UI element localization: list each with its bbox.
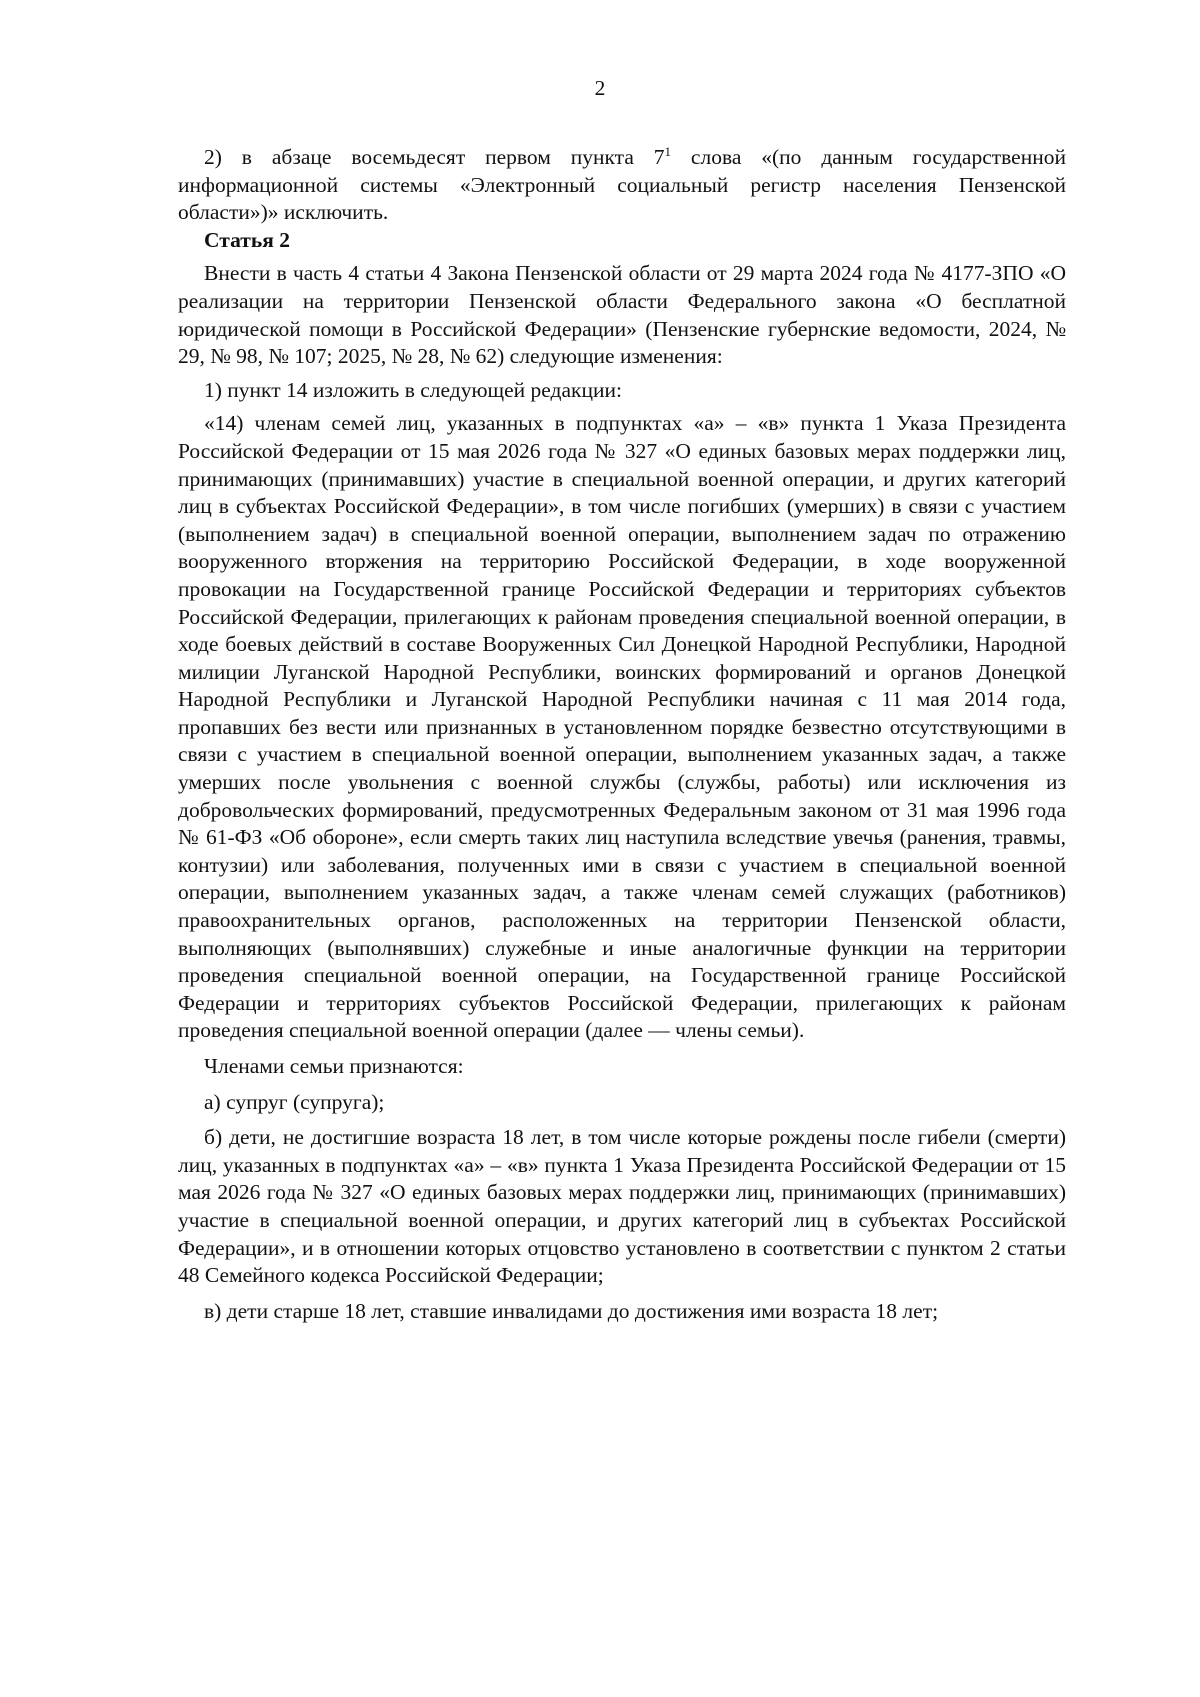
paragraph-article-intro: Внести в часть 4 статьи 4 Закона Пензенской области от 29 марта 2024 года № 4177-ЗПО «О реализации на территории Пензенской области Федерального закона «О бесплатной юридической помощи в Российской Федерации» (Пензенские губернские ведомости, 2024, № 29, № 98, № 107; 2025, № 28, № 62) следующие изменения: bbox=[178, 261, 1066, 369]
paragraph-amendment-2 bbox=[178, 144, 1066, 227]
paragraph-subitem-b: б) дети, не достигшие возраста 18 лет, в том числе которые рождены после гибели (смерти) лиц, указанных в подпунктах «а» – «в» пункта 1 Указа Президента Российской Федерации от 15 мая 2026 года № 327 «О единых базовых мерах поддержки лиц, принимающих (принимавших) участие в специальной военной операции, и других категорий лиц в субъектах Российской Федерации», и в отношении которых отцовство установлено в соответствии с пунктом 2 статьи 48 Семейного кодекса Российской Федерации; bbox=[178, 1125, 1066, 1288]
page-number: 2 bbox=[594, 76, 606, 100]
document-body bbox=[178, 144, 1066, 1325]
paragraph-item-14-text: «14) членам семей лиц, указанных в подпунктах «а» – «в» пункта 1 Указа Президента Российской Федерации от 15 мая 2026 года № 327 «О единых базовых мерах поддержки лиц, принимающих (принимавших) участие в специальной военной операции, и других категорий лиц в субъектах Российской Федерации», в том числе погибших (умерших) в связи с участием (выполнением задач) в специальной военной операции, выполнением задач по отражению вооруженного вторжения на территорию Российской Федерации, в ходе вооруженной провокации на Государственной границе Российской Федерации и территориях субъектов Российской Федерации, прилегающих к районам проведения специальной военной операции, в ходе боевых действий в составе Вооруженных Сил Донецкой Народной Республики, Народной милиции Луганской Народной Республики, воинских формирований и органов Донецкой Народной Республики и Луганской Народной Республики начиная с 11 мая 2014 года, пропавших без вести или признанных в установленном порядке безвестно отсутствующими в связи с участием в специальной военной операции, выполнением указанных задач, а также умерших после увольнения с военной службы (службы, работы) или исключения из добровольческих формирований, предусмотренных Федеральным законом от 31 мая 1996 года № 61-ФЗ «Об обороне», если смерть таких лиц наступила вследствие увечья (ранения, травмы, контузии) или заболевания, полученных ими в связи с участием в специальной военной операции, выполнением указанных задач, а также членам семей служащих (работников) правоохранительных органов, расположенных на территории Пензенской области, выполняющих (выполнявших) служебные и иные аналогичные функции на территории проведения специальной военной операции, на Государственной границе Российской Федерации и территориях субъектов Российской Федерации, прилегающих к районам проведения специальной военной операции (далее — члены семьи). bbox=[178, 411, 1066, 1043]
paragraph-subitem-v: в) дети старше 18 лет, ставшие инвалидами до достижения ими возраста 18 лет; bbox=[204, 1298, 939, 1323]
superscript-index: 1 bbox=[664, 143, 672, 159]
paragraph-item-1: 1) пункт 14 изложить в следующей редакции: bbox=[204, 377, 622, 402]
article-heading: Статья 2 bbox=[204, 227, 290, 252]
paragraph-subitem-a: а) супруг (супруга); bbox=[204, 1089, 385, 1114]
paragraph-amendment-2-start: 2) в абзаце восемьдесят первом пункта 7 bbox=[204, 145, 665, 169]
paragraph-family-members: Членами семьи признаются: bbox=[204, 1054, 464, 1078]
paragraph-amendment-2-end: слова «(по данным государственной информационной системы «Электронный социальный регистр населения Пензенской области»)» исключить. bbox=[178, 145, 1066, 225]
